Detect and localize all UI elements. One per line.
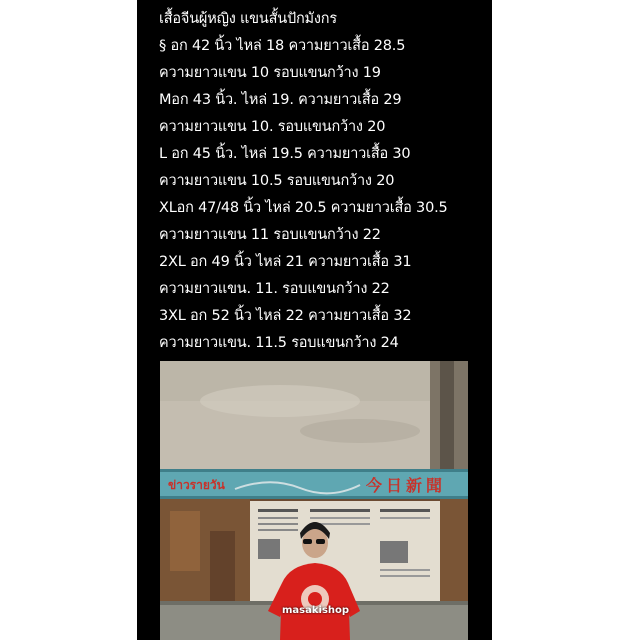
size-m-sleeve-line: ความยาวแขน 10. รอบแขนกว้าง 20 bbox=[159, 119, 386, 135]
size-xl-sleeve-line: ความยาวแขน 11 รอบแขนกว้าง 22 bbox=[159, 227, 381, 243]
size-chart-text bbox=[159, 6, 489, 357]
size-2xl-sleeve-line: ความยาวแขน. 11. รอบแขนกว้าง 22 bbox=[159, 281, 390, 297]
title-line: เสื้อจีนผู้หญิง แขนสั้นปักมังกร bbox=[159, 11, 337, 27]
size-l-line: L อก 45 นิ้ว. ไหล่ 19.5 ความยาวเสื้อ 30 bbox=[159, 146, 411, 162]
size-s-sleeve-line: ความยาวแขน 10 รอบแขนกว้าง 19 bbox=[159, 65, 381, 81]
size-3xl-line: 3XL อก 52 นิ้ว ไหล่ 22 ความยาวเสื้อ 32 bbox=[159, 308, 412, 324]
shop-watermark: masakishop bbox=[282, 605, 350, 616]
product-photo bbox=[160, 361, 468, 640]
size-3xl-sleeve-line: ความยาวแขน. 11.5 รอบแขนกว้าง 24 bbox=[159, 335, 399, 351]
size-2xl-line: 2XL อก 49 นิ้ว ไหล่ 21 ความยาวเสื้อ 31 bbox=[159, 254, 412, 270]
size-xl-line: XLอก 47/48 นิ้ว ไหล่ 20.5 ความยาวเสื้อ 30.5 bbox=[159, 200, 448, 216]
story-frame bbox=[137, 0, 492, 640]
sign-thai-text: ข่าวรายวัน bbox=[168, 478, 225, 492]
sign-chinese-text: 今日新聞 bbox=[366, 476, 447, 495]
size-s-line: § อก 42 นิ้ว ไหล่ 18 ความยาวเสื้อ 28.5 bbox=[159, 38, 406, 54]
size-m-line: Mอก 43 นิ้ว. ไหล่ 19. ความยาวเสื้อ 29 bbox=[159, 92, 402, 108]
size-l-sleeve-line: ความยาวแขน 10.5 รอบแขนกว้าง 20 bbox=[159, 173, 395, 189]
